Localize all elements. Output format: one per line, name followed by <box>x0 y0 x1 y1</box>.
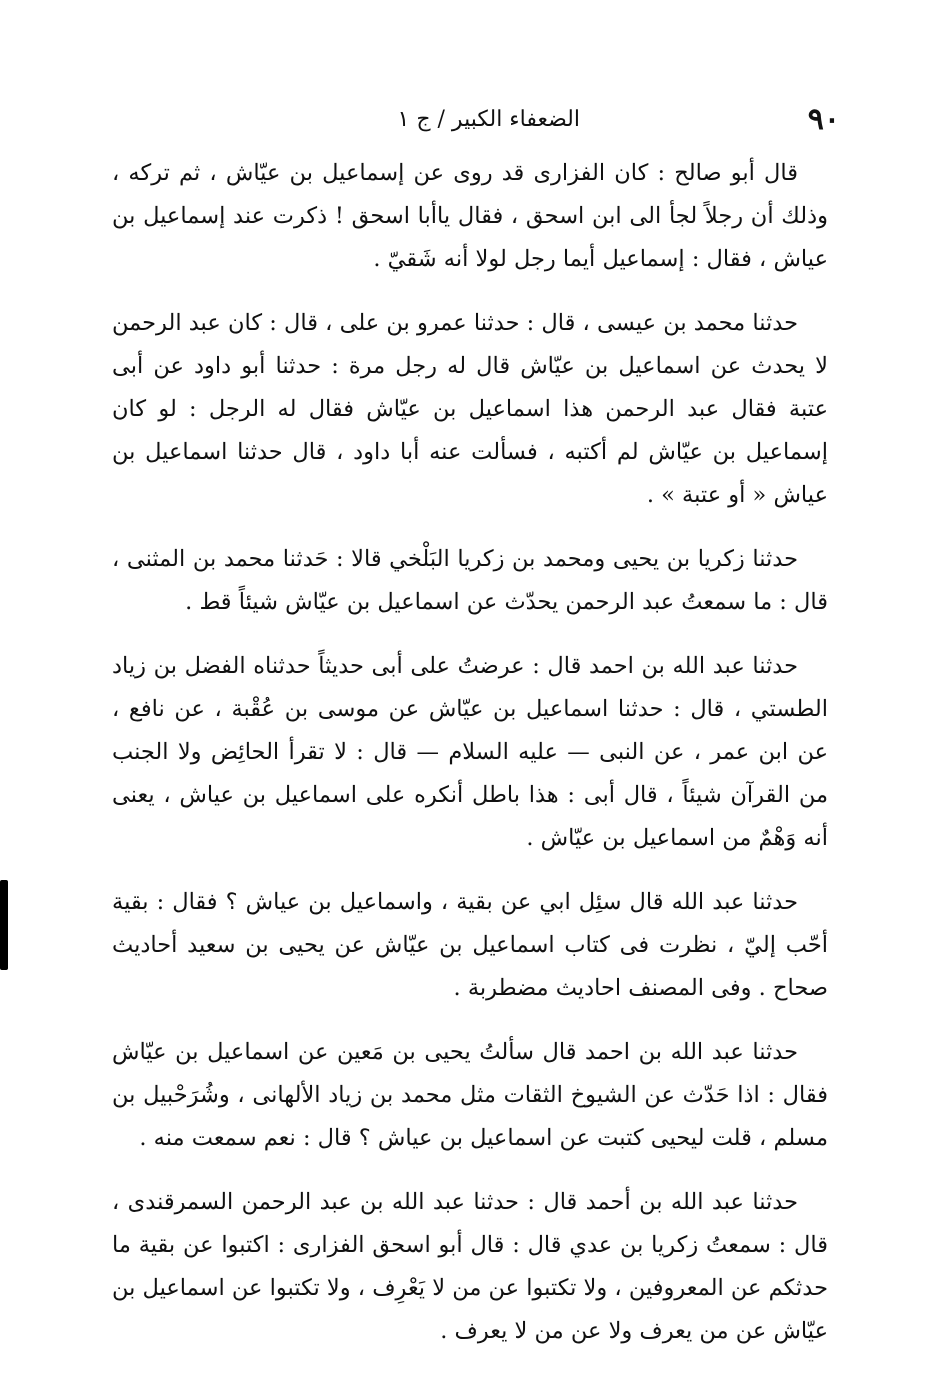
paragraph: حدثنا زكريا بن يحيى ومحمد بن زكريا البَلْخي قالا : حَدثنا محمد بن المثنى ، قال : ما سمعتُ عبد الرحمن يحدّث عن اسماعيل بن عيّاش شيئاً قط . <box>112 546 828 615</box>
page-number: ٩٠ <box>807 102 840 137</box>
binding-edge-mark <box>0 880 8 970</box>
paragraph: حدثنا عبد الله بن احمد قال : عرضتُ على أبى حديثاً حدثناه الفضل بن زياد الطستي ، قال : حدثنا اسماعيل بن عيّاش عن موسى بن عُقْبة ، عن نافع ، عن ابن عمر ، عن النبى — عليه السلام — قال : لا تقرأ الحائِض ولا الجنب من القرآن شيئاً ، قال أبى : هذا باطل أنكره على اسماعيل بن عياش ، يعنى أنه وَهْمٌ من اسماعيل بن عيّاش . <box>112 653 828 851</box>
paragraph: حدثنا عبد الله بن احمد قال سألتُ يحيى بن مَعين عن اسماعيل بن عيّاش فقال : اذا حَدّث عن الشيوخ الثقات مثل محمد بن زياد الألهانى ، وشُرَحْبيل بن مسلم ، قلت ليحيى كتبت عن اسماعيل بن عياش ؟ قال : نعم سمعت منه . <box>112 1039 828 1151</box>
paragraph: قال أبو صالح : كان الفزارى قد روى عن إسماعيل بن عيّاش ، ثم تركه ، وذلك أن رجلاً لجأ الى ابن اسحق ، فقال ياأبا اسحق ! ذكرت عند إسماعيل بن عياش ، فقال : إسماعيل أيما رجل لولا أنه شَقيّ . <box>112 160 828 272</box>
page-header <box>110 100 840 140</box>
paragraph: حدثنا عبد الله بن أحمد قال : حدثنا عبد الله بن عبد الرحمن السمرقندى ، قال : سمعتُ زكريا بن عدي قال : قال أبو اسحق الفزارى : اكتبوا عن بقية ما حدثكم عن المعروفين ، ولا تكتبوا عن من لا يَعْرِف ، ولا تكتبوا عن اسماعيل بن عيّاش عن من يعرف ولا عن من لا يعرف . <box>112 1189 828 1344</box>
paragraph: حدثنا عبد الله قال سئِل ابي عن بقية ، واسماعيل بن عياش ؟ فقال : بقية أحّب إليّ ، نظرت فى كتاب اسماعيل بن عيّاش عن يحيى بن سعيد أحاديث صحاح . وفى المصنف احاديث مضطربة . <box>112 889 828 1001</box>
running-title: الضعفاء الكبير / ج ١ <box>397 107 580 132</box>
paragraph: حدثنا محمد بن عيسى ، قال : حدثنا عمرو بن على ، قال : كان عبد الرحمن لا يحدث عن اسماعيل بن عيّاش قال له رجل مرة : حدثنا أبو داود عن أبى عتبة فقال عبد الرحمن هذا اسماعيل بن عيّاش فقال له الرجل : لو كان إسماعيل بن عيّاش لم أكتبه ، فسألت عنه أبا داود ، قال حدثنا اسماعيل بن عياش « أو عتبة » . <box>112 310 828 508</box>
page-body <box>112 152 828 1353</box>
